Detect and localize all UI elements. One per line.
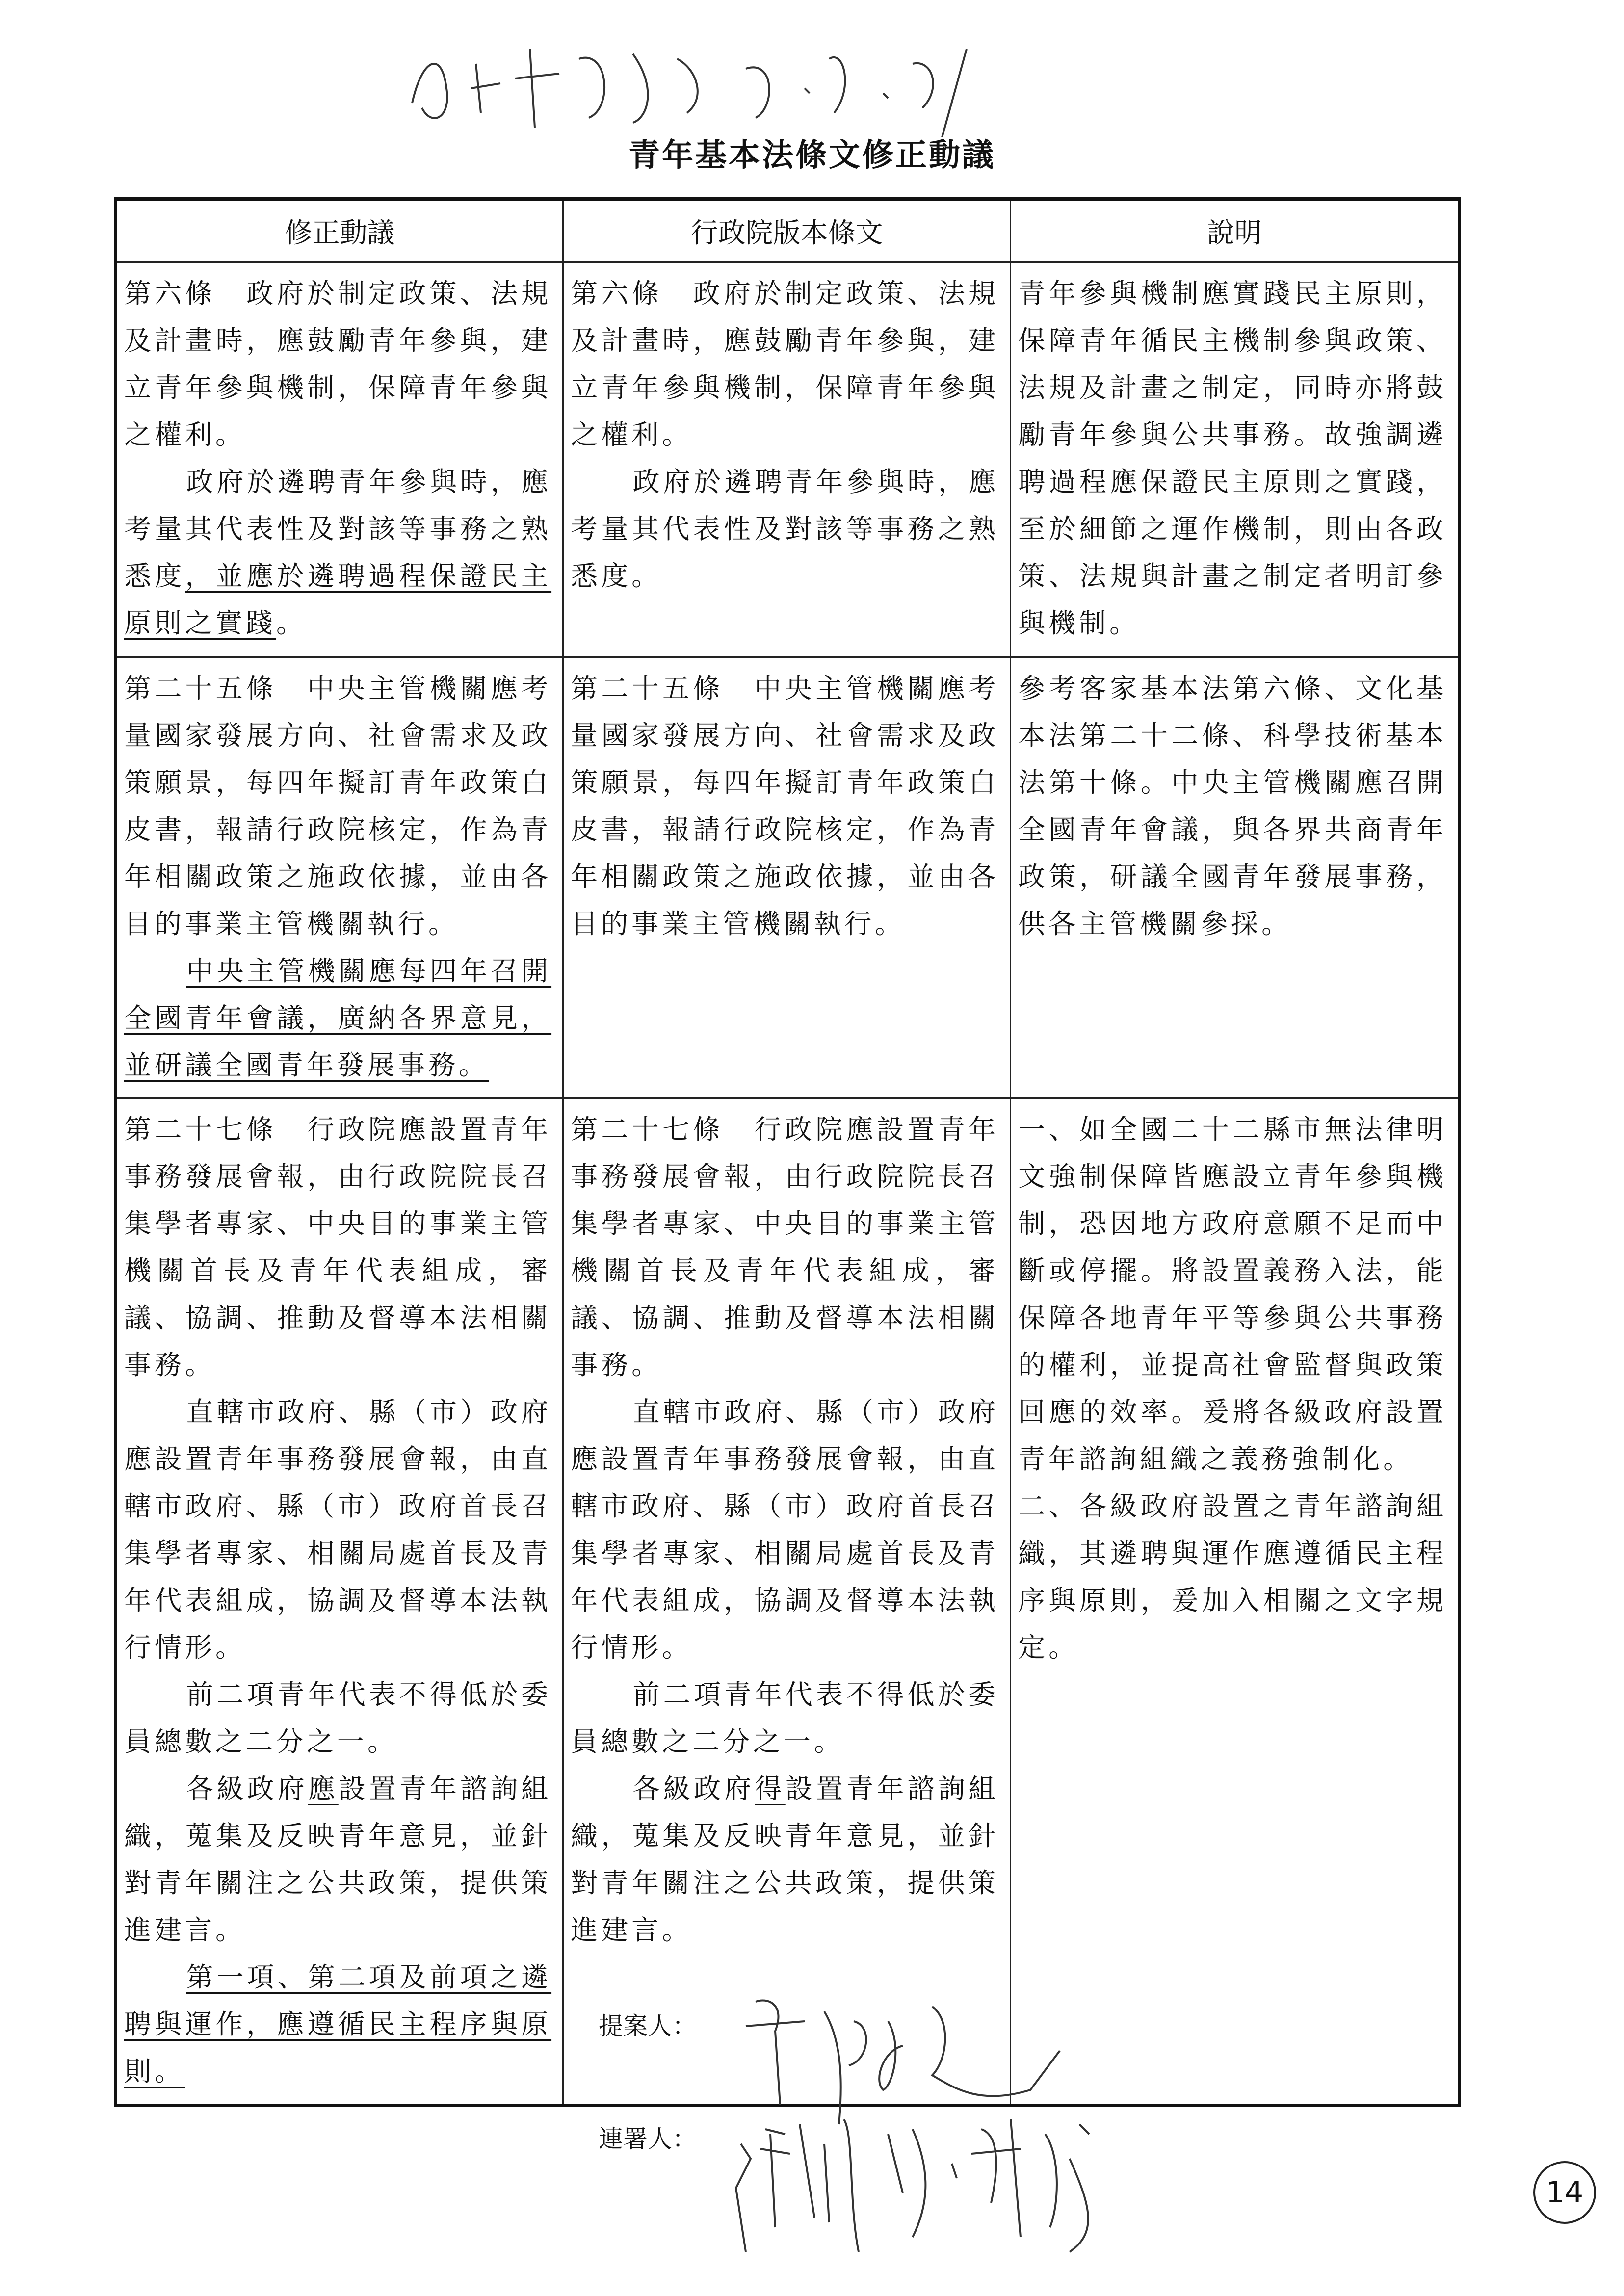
paragraph bbox=[124, 1954, 551, 2095]
paragraph bbox=[124, 947, 551, 1089]
table-header-row bbox=[116, 199, 1460, 262]
paragraph bbox=[571, 665, 999, 947]
paragraph bbox=[571, 1106, 999, 1388]
amended-text: ，並應於遴聘過程保證民主原則之實踐 bbox=[124, 560, 552, 639]
paragraph bbox=[124, 270, 551, 458]
amended-text: 應 bbox=[308, 1773, 339, 1804]
executive-version-cell bbox=[563, 657, 1011, 1098]
amended-text: 中央主管機關應每四年召開全國青年會議，廣納各界意見，並研議全國青年發展事務。 bbox=[124, 955, 552, 1081]
explanation-cell bbox=[1011, 1098, 1460, 2106]
text-segment: 。 bbox=[276, 607, 307, 639]
amendment-cell bbox=[116, 657, 563, 1098]
paragraph bbox=[1018, 1106, 1447, 1483]
executive-version-cell bbox=[563, 1098, 1011, 2106]
handwritten-note-scribble bbox=[402, 29, 1236, 137]
table-row bbox=[116, 262, 1460, 657]
text-segment: 第六條 政府於制定政策、法規及計畫時，應鼓勵青年參與，建立青年參與機制，保障青年參與之權利。 bbox=[124, 278, 552, 450]
paragraph bbox=[1018, 270, 1447, 647]
text-segment: 前二項青年代表不得低於委員總數之二分之一。 bbox=[124, 1679, 552, 1757]
amendment-cell bbox=[116, 1098, 563, 2106]
text-segment: 政府於遴聘青年參與時，應考量其代表性及對該等事務之熟悉度 bbox=[124, 466, 552, 592]
text-segment: 各級政府 bbox=[186, 1773, 308, 1804]
header-amendment: 修正動議 bbox=[116, 199, 563, 262]
header-explanation: 說明 bbox=[1011, 199, 1460, 262]
paragraph bbox=[1018, 665, 1447, 947]
amendment-cell bbox=[116, 262, 563, 657]
proposer-row bbox=[599, 1992, 1482, 2105]
paragraph bbox=[124, 665, 551, 947]
text-segment: 設置青年諮詢組織，蒐集及反映青年意見，並針對青年關注之公共政策，提供策進建言。 bbox=[571, 1773, 999, 1946]
text-segment: 參考客家基本法第六條、文化基本法第二十二條、科學技術基本法第十條。中央主管機關應召開全國青年會議，與各界共商青年政策，研議全國青年發展事務，供各主管機關參採。 bbox=[1018, 673, 1447, 939]
text-segment: 第二十七條 行政院應設置青年事務發展會報，由行政院院長召集學者專家、中央目的事業主管機關首長及青年代表組成，審議、協調、推動及督導本法相關事務。 bbox=[571, 1114, 999, 1381]
paragraph bbox=[124, 1106, 551, 1388]
paragraph bbox=[571, 458, 999, 600]
text-segment: 第六條 政府於制定政策、法規及計畫時，應鼓勵青年參與，建立青年參與機制，保障青年參與之權利。 bbox=[571, 278, 999, 450]
text-segment: 二、各級政府設置之青年諮詢組織，其遴聘與運作應遵循民主程序與原則，爰加入相關之文字規定。 bbox=[1018, 1490, 1447, 1663]
text-segment: 直轄市政府、縣（市）政府應設置青年事務發展會報，由直轄市政府、縣（市）政府首長召集學者專家、相關局處首長及青年代表組成，協調及督導本法執行情形。 bbox=[124, 1396, 552, 1663]
text-segment: 前二項青年代表不得低於委員總數之二分之一。 bbox=[571, 1679, 999, 1757]
amended-text: 第一項、第二項及前項之遴聘與運作，應遵循民主程序與原則。 bbox=[124, 1961, 552, 2087]
table-row bbox=[116, 657, 1460, 1098]
document-title: 青年基本法條文修正動議 bbox=[629, 137, 995, 174]
text-segment: 第二十七條 行政院應設置青年事務發展會報，由行政院院長召集學者專家、中央目的事業主管機關首長及青年代表組成，審議、協調、推動及督導本法相關事務。 bbox=[124, 1114, 552, 1381]
text-segment: 直轄市政府、縣（市）政府應設置青年事務發展會報，由直轄市政府、縣（市）政府首長召集學者專家、相關局處首長及青年代表組成，協調及督導本法執行情形。 bbox=[571, 1396, 999, 1663]
cosigner-label: 連署人： bbox=[599, 2125, 697, 2153]
header-executive-version: 行政院版本條文 bbox=[563, 199, 1011, 262]
text-segment: 第二十五條 中央主管機關應考量國家發展方向、社會需求及政策願景，每四年擬訂青年政策白皮書，報請行政院核定，作為青年相關政策之施政依據，並由各目的事業主管機關執行。 bbox=[571, 673, 999, 939]
cosigner-row bbox=[599, 2105, 1482, 2218]
paragraph bbox=[571, 1765, 999, 1954]
explanation-cell bbox=[1011, 262, 1460, 657]
paragraph bbox=[1018, 1483, 1447, 1671]
text-segment: 政府於遴聘青年參與時，應考量其代表性及對該等事務之熟悉度。 bbox=[571, 466, 999, 592]
cosigner-signatures bbox=[726, 2105, 1364, 2267]
table-row bbox=[116, 1098, 1460, 2106]
text-segment: 設置青年諮詢組織，蒐集及反映青年意見，並針對青年關注之公共政策，提供策進建言。 bbox=[124, 1773, 552, 1946]
explanation-cell bbox=[1011, 657, 1460, 1098]
amendment-comparison-table bbox=[114, 197, 1461, 2107]
paragraph bbox=[124, 1671, 551, 1765]
paragraph bbox=[124, 1388, 551, 1671]
executive-version-cell bbox=[563, 262, 1011, 657]
proposer-label: 提案人： bbox=[599, 2012, 697, 2040]
paragraph bbox=[124, 1765, 551, 1954]
text-segment: 各級政府 bbox=[632, 1773, 755, 1804]
paragraph bbox=[571, 270, 999, 458]
paragraph bbox=[124, 458, 551, 647]
paragraph bbox=[571, 1388, 999, 1671]
text-segment: 青年參與機制應實踐民主原則，保障青年循民主機制參與政策、法規及計畫之制定，同時亦將鼓勵青年參與公共事務。故強調遴聘過程應保證民主原則之實踐，至於細節之運作機制，則由各政策、法規與計畫之制定者明訂參與機制。 bbox=[1018, 278, 1447, 639]
signature-block bbox=[599, 1992, 1482, 2218]
amended-text: 得 bbox=[755, 1773, 786, 1804]
page-number: 14 bbox=[1533, 2161, 1596, 2224]
text-segment: 一、如全國二十二縣市無法律明文強制保障皆應設立青年參與機制，恐因地方政府意願不足而中斷或停擺。將設置義務入法，能保障各地青年平等參與公共事務的權利，並提高社會監督與政策回應的效率。爰將各級政府設置青年諮詢組織之義務強制化。 bbox=[1018, 1114, 1447, 1475]
text-segment: 第二十五條 中央主管機關應考量國家發展方向、社會需求及政策願景，每四年擬訂青年政策白皮書，報請行政院核定，作為青年相關政策之施政依據，並由各目的事業主管機關執行。 bbox=[124, 673, 552, 939]
handwritten-note bbox=[402, 29, 1236, 137]
paragraph bbox=[571, 1671, 999, 1765]
